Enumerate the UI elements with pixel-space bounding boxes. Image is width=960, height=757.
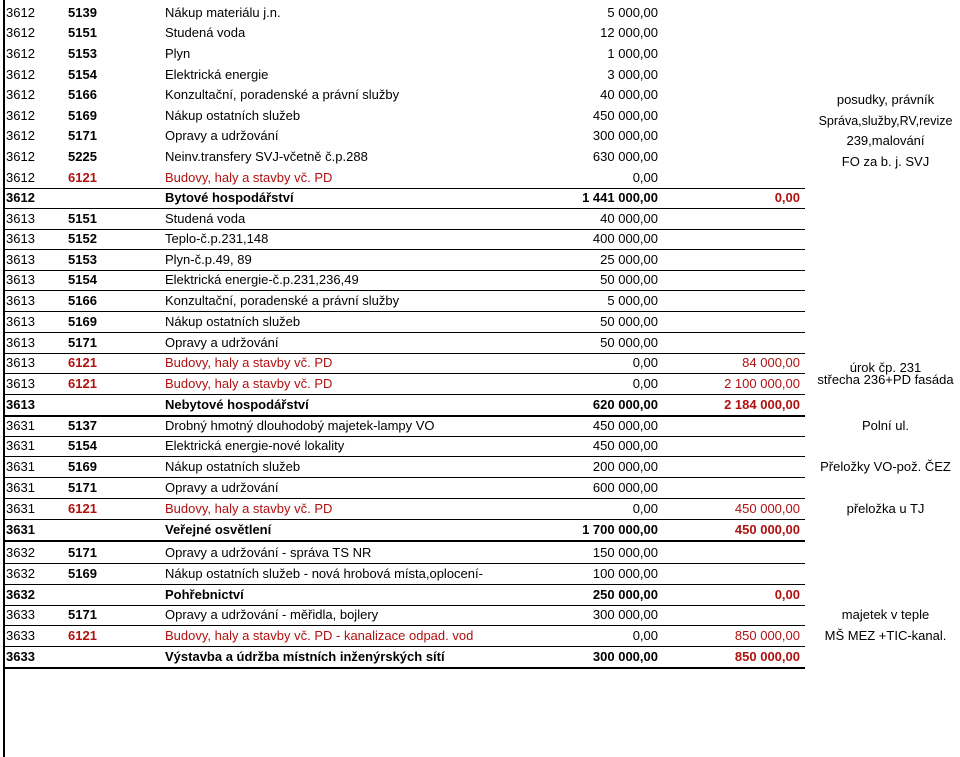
item-description: Bytové hospodářství (165, 190, 294, 205)
amount-current: 0,00 (632, 628, 658, 643)
item-code: 6121 (68, 628, 97, 643)
paragraph-code: 3612 (6, 149, 35, 164)
item-code: 5169 (68, 566, 97, 581)
subtotal-row (5, 647, 960, 667)
item-code: 5171 (68, 607, 97, 622)
row-separator (5, 498, 805, 499)
amount-current: 40 000,00 (600, 87, 658, 102)
paragraph-code: 3631 (6, 459, 35, 474)
item-description: Opravy a udržování (165, 335, 279, 350)
subtotal-row (5, 395, 960, 415)
paragraph-code: 3612 (6, 108, 35, 123)
amount-current: 0,00 (632, 170, 658, 185)
item-description: Nákup ostatních služeb - nová hrobová místa,oplocení- (165, 566, 483, 581)
paragraph-code: 3613 (6, 272, 35, 287)
item-code: 6121 (68, 170, 97, 185)
paragraph-code: 3612 (6, 46, 35, 61)
amount-current: 25 000,00 (600, 252, 658, 267)
paragraph-code: 3613 (6, 252, 35, 267)
item-description: Konzultační, poradenské a právní služby (165, 87, 400, 102)
item-description: Nákup materiálu j.n. (165, 5, 281, 20)
amount-investment: 450 000,00 (734, 522, 800, 537)
table-row (5, 147, 960, 167)
row-separator (5, 563, 805, 564)
row-note: FO za b. j. SVJ (841, 154, 930, 169)
item-description: Pohřebnictví (165, 587, 244, 602)
item-code: 5151 (68, 211, 97, 226)
item-description: Opravy a udržování - měřidla, bojlery (165, 607, 379, 622)
item-description: Drobný hmotný dlouhodobý majetek-lampy VO (165, 418, 435, 433)
paragraph-code: 3613 (6, 211, 35, 226)
amount-current: 630 000,00 (592, 149, 658, 164)
amount-current: 150 000,00 (592, 545, 658, 560)
row-separator (5, 394, 805, 395)
item-description: Teplo-č.p.231,148 (165, 231, 269, 246)
item-description: Výstavba a údržba místních inženýrských sítí (165, 649, 445, 664)
amount-investment: 0,00 (774, 587, 800, 602)
paragraph-code: 3633 (6, 628, 35, 643)
table-row (5, 457, 960, 477)
table-row (5, 605, 960, 625)
subtotal-row (5, 585, 960, 605)
item-code: 6121 (68, 501, 97, 516)
paragraph-code: 3632 (6, 566, 35, 581)
amount-investment: 84 000,00 (742, 355, 800, 370)
amount-current: 1 441 000,00 (582, 190, 658, 205)
row-note: Přeložky VO-pož. ČEZ (820, 459, 951, 474)
item-description: Nebytové hospodářství (165, 397, 309, 412)
amount-current: 50 000,00 (600, 272, 658, 287)
row-note: střecha 236+PD fasáda (817, 372, 954, 387)
table-row (5, 23, 960, 43)
row-note: přeložka u TJ (846, 501, 925, 516)
row-note: úrok čp. 231 (849, 360, 922, 375)
amount-current: 300 000,00 (592, 607, 658, 622)
row-separator (5, 208, 805, 209)
table-row (5, 478, 960, 498)
table-row (5, 85, 960, 105)
amount-current: 3 000,00 (607, 67, 658, 82)
row-separator (5, 332, 805, 333)
row-separator (5, 188, 805, 189)
table-row (5, 44, 960, 64)
row-separator (5, 270, 805, 271)
row-separator (5, 229, 805, 230)
amount-current: 0,00 (632, 501, 658, 516)
item-description: Opravy a udržování (165, 480, 279, 495)
row-separator (5, 519, 805, 520)
row-separator (5, 436, 805, 437)
paragraph-code: 3613 (6, 355, 35, 370)
item-description: Elektrická energie (165, 67, 269, 82)
paragraph-code: 3612 (6, 170, 35, 185)
table-row (5, 106, 960, 126)
item-code: 5152 (68, 231, 97, 246)
amount-current: 100 000,00 (592, 566, 658, 581)
paragraph-code: 3612 (6, 25, 35, 40)
amount-current: 400 000,00 (592, 231, 658, 246)
item-description: Budovy, haly a stavby vč. PD (165, 501, 333, 516)
item-code: 6121 (68, 376, 97, 391)
item-code: 5154 (68, 272, 97, 287)
row-note: majetek v teple (841, 607, 930, 622)
amount-investment: 850 000,00 (734, 628, 800, 643)
item-description: Budovy, haly a stavby vč. PD (165, 355, 333, 370)
paragraph-code: 3612 (6, 5, 35, 20)
item-description: Konzultační, poradenské a právní služby (165, 293, 400, 308)
table-row (5, 229, 960, 249)
paragraph-code: 3631 (6, 418, 35, 433)
row-separator (5, 646, 805, 647)
row-separator (5, 625, 805, 626)
item-code: 5154 (68, 67, 97, 82)
item-code: 5166 (68, 87, 97, 102)
paragraph-code: 3633 (6, 649, 35, 664)
amount-current: 40 000,00 (600, 211, 658, 226)
row-note: MŠ MEZ +TIC-kanal. (824, 628, 947, 643)
table-row (5, 543, 960, 563)
item-code: 5169 (68, 314, 97, 329)
item-description: Studená voda (165, 25, 246, 40)
item-description: Budovy, haly a stavby vč. PD - kanalizace odpad. vod (165, 628, 474, 643)
item-description: Plyn (165, 46, 191, 61)
amount-current: 450 000,00 (592, 108, 658, 123)
paragraph-code: 3632 (6, 587, 35, 602)
item-code: 5171 (68, 128, 97, 143)
row-note: Správa,služby,RV,revize (818, 114, 953, 128)
paragraph-code: 3613 (6, 376, 35, 391)
subtotal-row (5, 520, 960, 540)
paragraph-code: 3631 (6, 480, 35, 495)
amount-current: 300 000,00 (592, 649, 658, 664)
table-row (5, 209, 960, 229)
amount-investment: 850 000,00 (734, 649, 800, 664)
table-row (5, 3, 960, 23)
table-row (5, 374, 960, 394)
table-row (5, 291, 960, 311)
amount-investment: 0,00 (774, 190, 800, 205)
amount-current: 600 000,00 (592, 480, 658, 495)
table-row (5, 168, 960, 188)
item-description: Neinv.transfery SVJ-včetně č.p.288 (165, 149, 368, 164)
row-separator (5, 311, 805, 312)
item-description: Nákup ostatních služeb (165, 108, 301, 123)
paragraph-code: 3612 (6, 190, 35, 205)
paragraph-code: 3631 (6, 438, 35, 453)
item-code: 5139 (68, 5, 97, 20)
amount-investment: 2 184 000,00 (724, 397, 800, 412)
item-description: Nákup ostatních služeb (165, 459, 301, 474)
table-row (5, 626, 960, 646)
section-separator (5, 540, 805, 542)
item-description: Plyn-č.p.49, 89 (165, 252, 252, 267)
amount-current: 1 700 000,00 (582, 522, 658, 537)
paragraph-code: 3613 (6, 335, 35, 350)
paragraph-code: 3612 (6, 67, 35, 82)
amount-current: 250 000,00 (592, 587, 658, 602)
row-separator (5, 353, 805, 354)
amount-current: 620 000,00 (592, 397, 658, 412)
item-code: 5169 (68, 108, 97, 123)
paragraph-code: 3612 (6, 128, 35, 143)
item-description: Budovy, haly a stavby vč. PD (165, 170, 333, 185)
paragraph-code: 3613 (6, 231, 35, 246)
table-row (5, 564, 960, 584)
amount-current: 0,00 (632, 355, 658, 370)
paragraph-code: 3631 (6, 501, 35, 516)
row-separator (5, 373, 805, 374)
amount-current: 5 000,00 (607, 5, 658, 20)
amount-investment: 450 000,00 (734, 501, 800, 516)
paragraph-code: 3612 (6, 87, 35, 102)
item-code: 5137 (68, 418, 97, 433)
item-description: Opravy a udržování - správa TS NR (165, 545, 372, 560)
amount-current: 300 000,00 (592, 128, 658, 143)
paragraph-code: 3631 (6, 522, 35, 537)
amount-investment: 2 100 000,00 (724, 376, 800, 391)
item-code: 5153 (68, 46, 97, 61)
amount-current: 5 000,00 (607, 293, 658, 308)
amount-current: 450 000,00 (592, 418, 658, 433)
item-code: 6121 (68, 355, 97, 370)
table-row (5, 436, 960, 456)
amount-current: 50 000,00 (600, 314, 658, 329)
subtotal-row (5, 188, 960, 208)
amount-current: 0,00 (632, 376, 658, 391)
table-row (5, 353, 960, 373)
table-row (5, 250, 960, 270)
item-description: Nákup ostatních služeb (165, 314, 301, 329)
paragraph-code: 3613 (6, 314, 35, 329)
row-note: Polní ul. (862, 418, 909, 433)
row-note: 239,malování (846, 133, 925, 148)
row-note: posudky, právník (836, 92, 935, 107)
item-description: Veřejné osvětlení (165, 522, 272, 537)
section-separator (5, 667, 805, 669)
table-row (5, 65, 960, 85)
amount-current: 50 000,00 (600, 335, 658, 350)
table-row (5, 126, 960, 146)
amount-current: 12 000,00 (600, 25, 658, 40)
item-code: 5153 (68, 252, 97, 267)
table-row (5, 312, 960, 332)
item-description: Budovy, haly a stavby vč. PD (165, 376, 333, 391)
amount-current: 200 000,00 (592, 459, 658, 474)
item-description: Elektrická energie-nové lokality (165, 438, 345, 453)
item-code: 5225 (68, 149, 97, 164)
item-code: 5171 (68, 335, 97, 350)
item-description: Studená voda (165, 211, 246, 226)
row-separator (5, 249, 805, 250)
row-separator (5, 290, 805, 291)
item-code: 5151 (68, 25, 97, 40)
item-code: 5171 (68, 480, 97, 495)
table-row (5, 416, 960, 436)
item-description: Opravy a udržování (165, 128, 279, 143)
table-row (5, 499, 960, 519)
paragraph-code: 3613 (6, 293, 35, 308)
row-separator (5, 584, 805, 585)
row-separator (5, 477, 805, 478)
amount-current: 450 000,00 (592, 438, 658, 453)
section-separator (5, 415, 805, 417)
table-row (5, 270, 960, 290)
row-separator (5, 605, 805, 606)
paragraph-code: 3613 (6, 397, 35, 412)
item-code: 5166 (68, 293, 97, 308)
item-code: 5169 (68, 459, 97, 474)
row-separator (5, 456, 805, 457)
amount-current: 1 000,00 (607, 46, 658, 61)
paragraph-code: 3633 (6, 607, 35, 622)
paragraph-code: 3632 (6, 545, 35, 560)
item-description: Elektrická energie-č.p.231,236,49 (165, 272, 359, 287)
item-code: 5171 (68, 545, 97, 560)
item-code: 5154 (68, 438, 97, 453)
table-row (5, 333, 960, 353)
